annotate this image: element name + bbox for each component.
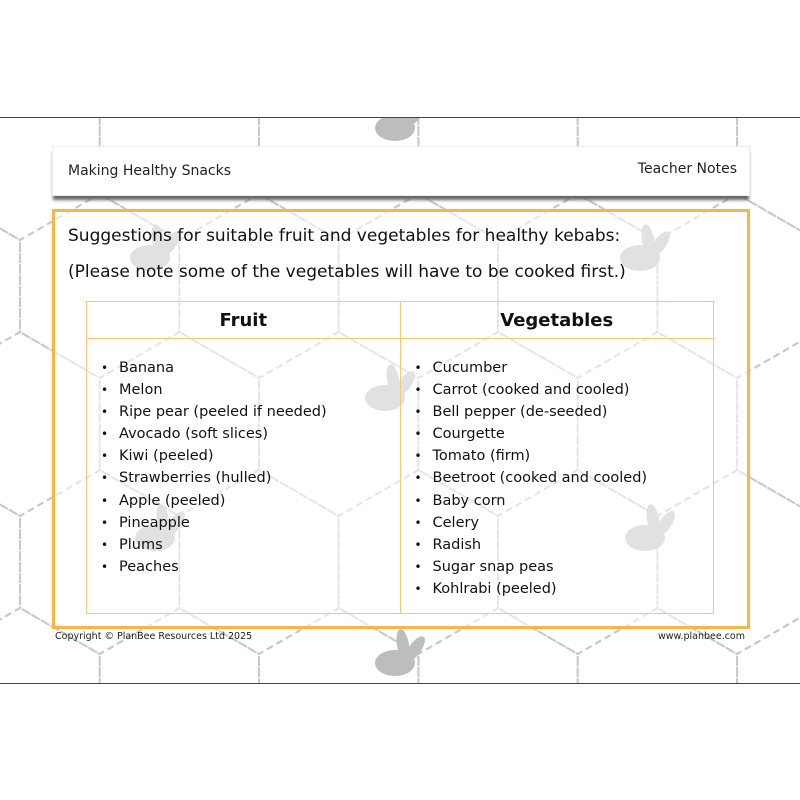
list-item: • Baby corn xyxy=(415,490,714,512)
list-item: • Banana xyxy=(101,357,400,379)
intro-note: (Please note some of the vegetables will have to be cooked first.) xyxy=(68,262,626,282)
hexagon-outline xyxy=(0,194,20,378)
list-item: • Beetroot (cooked and cooled) xyxy=(415,467,714,489)
vegetables-header: Vegetables xyxy=(400,302,714,339)
list-item: • Tomato (firm) xyxy=(415,445,714,467)
list-item: • Kohlrabi (peeled) xyxy=(415,578,714,600)
fruit-header: Fruit xyxy=(87,302,401,339)
list-item: • Bell pepper (de-seeded) xyxy=(415,401,714,423)
list-item: • Cucumber xyxy=(415,357,714,379)
list-item: • Carrot (cooked and cooled) xyxy=(415,379,714,401)
lesson-title: Making Healthy Snacks xyxy=(68,163,232,179)
content-panel xyxy=(52,209,750,629)
hexagon-outline xyxy=(0,470,20,654)
intro-text: Suggestions for suitable fruit and vegetables for healthy kebabs: xyxy=(68,226,621,246)
list-item: • Pineapple xyxy=(101,512,400,534)
fruit-list xyxy=(101,357,400,578)
list-item: • Melon xyxy=(101,379,400,401)
list-item: • Strawberries (hulled) xyxy=(101,467,400,489)
vegetables-list xyxy=(415,357,714,600)
list-item: • Sugar snap peas xyxy=(415,556,714,578)
copyright: Copyright © PlanBee Resources Ltd 2025 xyxy=(55,631,253,642)
suggestions-table xyxy=(86,301,714,614)
list-item: • Courgette xyxy=(415,423,714,445)
list-item: • Plums xyxy=(101,534,400,556)
list-item: • Apple (peeled) xyxy=(101,490,400,512)
list-item: • Celery xyxy=(415,512,714,534)
website: www.planbee.com xyxy=(658,631,745,642)
list-item: • Ripe pear (peeled if needed) xyxy=(101,401,400,423)
section-label: Teacher Notes xyxy=(637,161,737,177)
list-item: • Avocado (soft slices) xyxy=(101,423,400,445)
list-item: • Kiwi (peeled) xyxy=(101,445,400,467)
page-header xyxy=(52,146,750,196)
list-item: • Radish xyxy=(415,534,714,556)
list-item: • Peaches xyxy=(101,556,400,578)
bee-icon xyxy=(375,118,429,141)
worksheet-page xyxy=(0,117,800,684)
